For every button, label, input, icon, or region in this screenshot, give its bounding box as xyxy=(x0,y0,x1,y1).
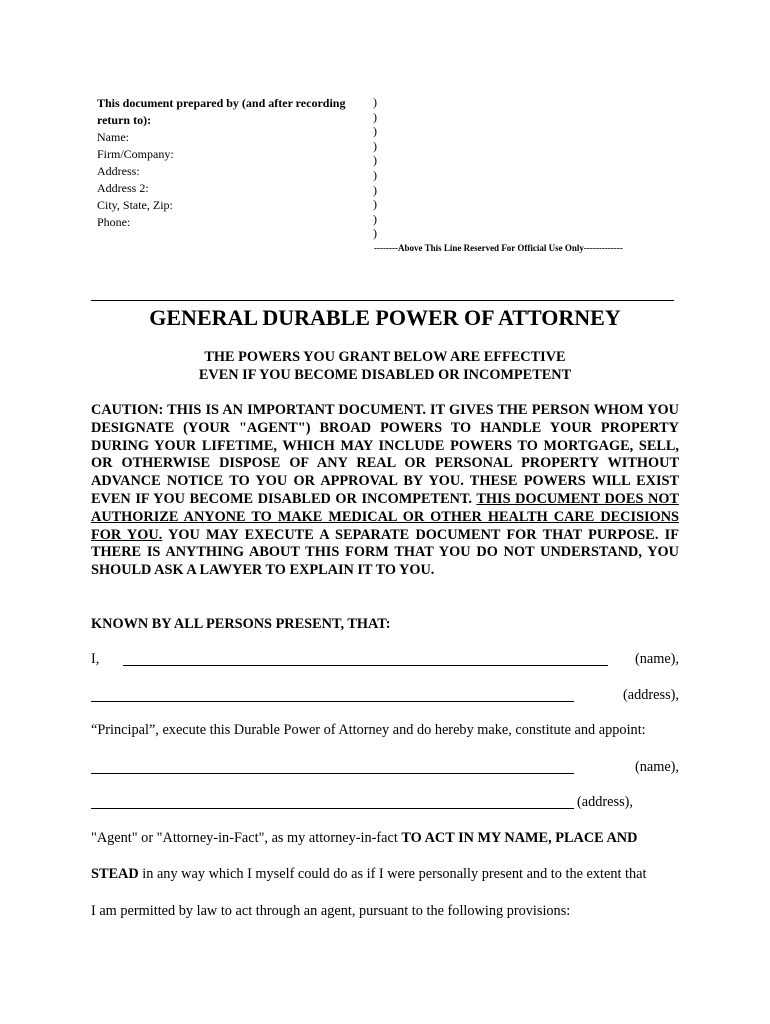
paren: ) xyxy=(373,95,377,109)
caution-text-cont: YOU MAY EXECUTE A SEPARATE DOCUMENT FOR THAT PURPOSE. IF THERE IS ANYTHING ABOUT THIS FORM THAT YOU DO NOT UNDERSTAND, YOU SHOULD ASK A LAWYER TO EXPLAIN IT TO YOU. xyxy=(91,526,679,579)
city-state-zip-field-label: City, State, Zip: xyxy=(97,198,173,212)
agent-para-bold-text: STEAD xyxy=(91,866,139,882)
principal-address-label: (address), xyxy=(623,687,679,703)
agent-para-line-1 xyxy=(91,830,679,847)
caution-paragraph xyxy=(91,402,679,580)
agent-address-label: (address), xyxy=(577,794,633,810)
agent-para-bold-text: TO ACT IN MY NAME, PLACE AND xyxy=(401,830,638,846)
paren: ) xyxy=(373,211,377,226)
agent-para-text: "Agent" or "Attorney-in-Fact", as my attorney-in-fact xyxy=(91,830,402,846)
agent-name-label: (name), xyxy=(634,759,679,775)
prepared-by-heading: This document prepared by (and after recording xyxy=(97,96,346,110)
agent-para-line-3: I am permitted by law to act through an agent, pursuant to the following provisions: xyxy=(91,903,571,919)
reserved-line-note: --------Above This Line Reserved For Official Use Only------------- xyxy=(374,243,623,253)
prepared-by-heading-cont: return to): xyxy=(97,113,152,127)
paren: ) xyxy=(373,153,377,168)
caution-text: CAUTION: THIS IS AN IMPORTANT DOCUMENT. IT GIVES THE PERSON WHOM YOU DESIGNATE (YOUR "AGENT") BROAD POWERS TO HANDLE YOUR PROPERTY DURING YOUR LIFETIME, WHICH MAY INCLUDE POWERS TO MORTGAGE, SELL, OR OTHERWISE DISPOSE OF ANY REAL OR PERSONAL PROPERTY WITHOUT ADVANCE NOTICE TO YOU OR APPROVAL BY YOU. THESE POWERS WILL EXIST EVEN IF YOU BECOME DISABLED OR INCOMPETENT. xyxy=(91,402,679,507)
principal-name-line[interactable] xyxy=(123,665,608,666)
known-by-all-heading: KNOWN BY ALL PERSONS PRESENT, THAT: xyxy=(91,616,391,632)
paren: ) xyxy=(373,197,377,212)
i-label: I, xyxy=(91,651,100,667)
paren: ) xyxy=(373,124,377,139)
firm-field-label: Firm/Company: xyxy=(97,147,174,161)
agent-para-text: in any way which I myself could do as if I were personally present and to the extent that xyxy=(138,866,647,882)
paren: ) xyxy=(373,182,377,197)
paren: ) xyxy=(373,226,377,241)
name-field-label: Name: xyxy=(97,130,129,144)
caution-underlined-text: THIS DOCUMENT DOES NOT AUTHORIZE ANYONE TO MAKE MEDICAL OR OTHER HEALTH CARE DECISIONS FOR YOU. xyxy=(91,490,679,543)
recording-parens xyxy=(373,95,377,241)
phone-field-label: Phone: xyxy=(97,215,131,229)
agent-name-line[interactable] xyxy=(91,773,574,774)
paren: ) xyxy=(373,109,377,124)
address-field-label: Address: xyxy=(97,164,140,178)
principal-name-label: (name), xyxy=(634,651,679,667)
document-subtitle xyxy=(91,348,679,384)
prepared-by-block xyxy=(97,95,367,231)
principal-statement: “Principal”, execute this Durable Power of Attorney and do hereby make, constitute and appoint: xyxy=(91,722,646,738)
principal-address-line[interactable] xyxy=(91,701,574,702)
agent-para-line-2 xyxy=(91,866,679,883)
subtitle-line-2: EVEN IF YOU BECOME DISABLED OR INCOMPETENT xyxy=(198,367,572,383)
subtitle-line-1: THE POWERS YOU GRANT BELOW ARE EFFECTIVE xyxy=(204,349,566,365)
agent-address-line[interactable] xyxy=(91,808,574,809)
paren: ) xyxy=(373,167,377,182)
title-divider xyxy=(91,300,674,301)
document-title: GENERAL DURABLE POWER OF ATTORNEY xyxy=(149,305,621,330)
address2-field-label: Address 2: xyxy=(97,181,149,195)
paren: ) xyxy=(373,138,377,153)
